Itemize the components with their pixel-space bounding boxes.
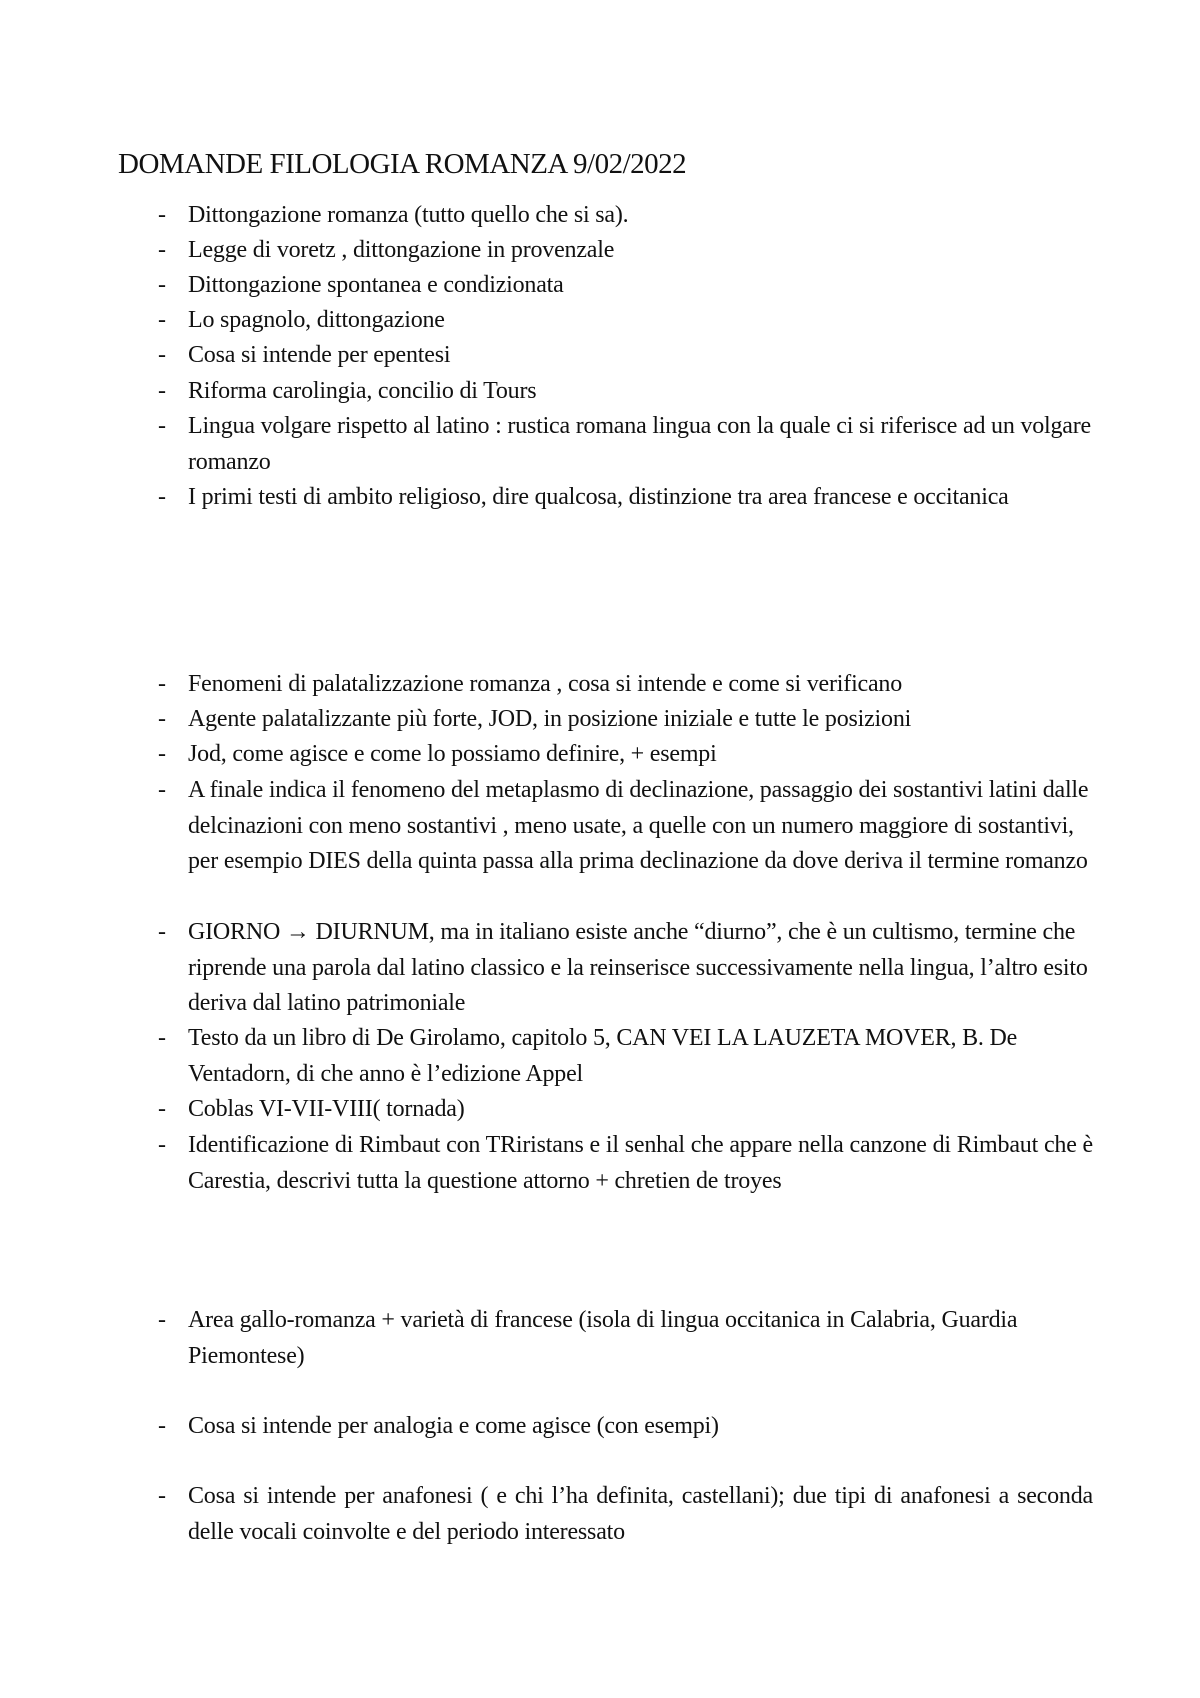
bullet-dash: - [158, 919, 166, 945]
list-item-text: I primi testi di ambito religioso, dire qualcosa, distinzione tra area francese e occitanica [188, 484, 1009, 510]
bullet-dash: - [158, 1132, 166, 1158]
bullet-dash: - [158, 1413, 166, 1439]
list-item-text: Legge di voretz , dittongazione in provenzale [188, 237, 615, 263]
list-item [158, 198, 1093, 234]
list-item-text: Jod, come agisce e come lo possiamo definire, + esempi [188, 741, 717, 767]
bullet-dash: - [158, 307, 166, 333]
bullet-dash: - [158, 741, 166, 767]
list-item [158, 1303, 1093, 1374]
list-item-text: Lingua volgare rispetto al latino : rustica romana lingua con la quale ci si riferisce ad un volgare romanzo [188, 413, 1092, 475]
list-item [158, 268, 1093, 304]
bullet-dash: - [158, 706, 166, 732]
bullet-dash: - [158, 1025, 166, 1051]
list-item [158, 1021, 1093, 1092]
list-item-text: Cosa si intende per analogia e come agisce (con esempi) [188, 1413, 719, 1439]
list-item [158, 409, 1093, 480]
list-item-text: Coblas VI-VII-VIII( tornada) [188, 1096, 465, 1122]
list-item [158, 303, 1093, 339]
bullet-dash: - [158, 413, 166, 439]
page-title: DOMANDE FILOLOGIA ROMANZA 9/02/2022 [118, 148, 687, 180]
bullet-dash: - [158, 484, 166, 510]
list-item-text: Cosa si intende per epentesi [188, 342, 451, 368]
list-item [158, 480, 1093, 516]
bullet-dash: - [158, 237, 166, 263]
list-item [158, 233, 1093, 269]
list-item-text: Area gallo-romanza + varietà di francese (isola di lingua occitanica in Calabria, Guardia Piemontese) [188, 1307, 1018, 1369]
bullet-dash: - [158, 1096, 166, 1122]
list-item-text: Cosa si intende per anafonesi ( e chi l’ha definita, castellani); due tipi di anafonesi a seconda delle vocali coinvolte e del periodo interessato [188, 1483, 1093, 1545]
list-item [158, 773, 1093, 880]
list-item [158, 1128, 1093, 1199]
list-item-text: Dittongazione romanza (tutto quello che si sa). [188, 202, 629, 228]
list-item-text: Dittongazione spontanea e condizionata [188, 272, 564, 298]
list-item-text: Identificazione di Rimbaut con TRiristans e il senhal che appare nella canzone di Rimbaut che è Carestia, descrivi tutta la questione attorno + chretien de troyes [188, 1132, 1093, 1194]
list-item-text: GIORNO → DIURNUM, ma in italiano esiste anche “diurno”, che è un cultismo, termine che riprende una parola dal latino classico e la reinserisce successivamente nella lingua, l’altro esito deriva dal latino patrimoniale [188, 919, 1088, 1016]
list-item [158, 1479, 1093, 1550]
list-item [158, 1092, 1093, 1128]
list-item [158, 374, 1093, 410]
bullet-dash: - [158, 202, 166, 228]
bullet-dash: - [158, 1483, 166, 1509]
list-item [158, 915, 1093, 1022]
list-item [158, 702, 1093, 738]
list-item [158, 1409, 1093, 1445]
list-item-text: Agente palatalizzante più forte, JOD, in posizione iniziale e tutte le posizioni [188, 706, 912, 732]
list-item-text: Riforma carolingia, concilio di Tours [188, 378, 537, 404]
bullet-dash: - [158, 777, 166, 803]
list-item [158, 667, 1093, 703]
list-item [158, 737, 1093, 773]
bullet-dash: - [158, 378, 166, 404]
list-item-text: A finale indica il fenomeno del metaplasmo di declinazione, passaggio dei sostantivi latini dalle delcinazioni con meno sostantivi , meno usate, a quelle con un numero maggiore di sostantivi, per esempio DIES della quinta passa alla prima declinazione da dove deriva il termine romanzo [188, 777, 1089, 874]
list-item-text: Lo spagnolo, dittongazione [188, 307, 445, 333]
list-item-text: Testo da un libro di De Girolamo, capitolo 5, CAN VEI LA LAUZETA MOVER, B. De Ventadorn, di che anno è l’edizione Appel [188, 1025, 1018, 1087]
bullet-dash: - [158, 1307, 166, 1333]
bullet-dash: - [158, 671, 166, 697]
bullet-dash: - [158, 272, 166, 298]
bullet-dash: - [158, 342, 166, 368]
list-item [158, 338, 1093, 374]
list-item-text: Fenomeni di palatalizzazione romanza , cosa si intende e come si verificano [188, 671, 903, 697]
